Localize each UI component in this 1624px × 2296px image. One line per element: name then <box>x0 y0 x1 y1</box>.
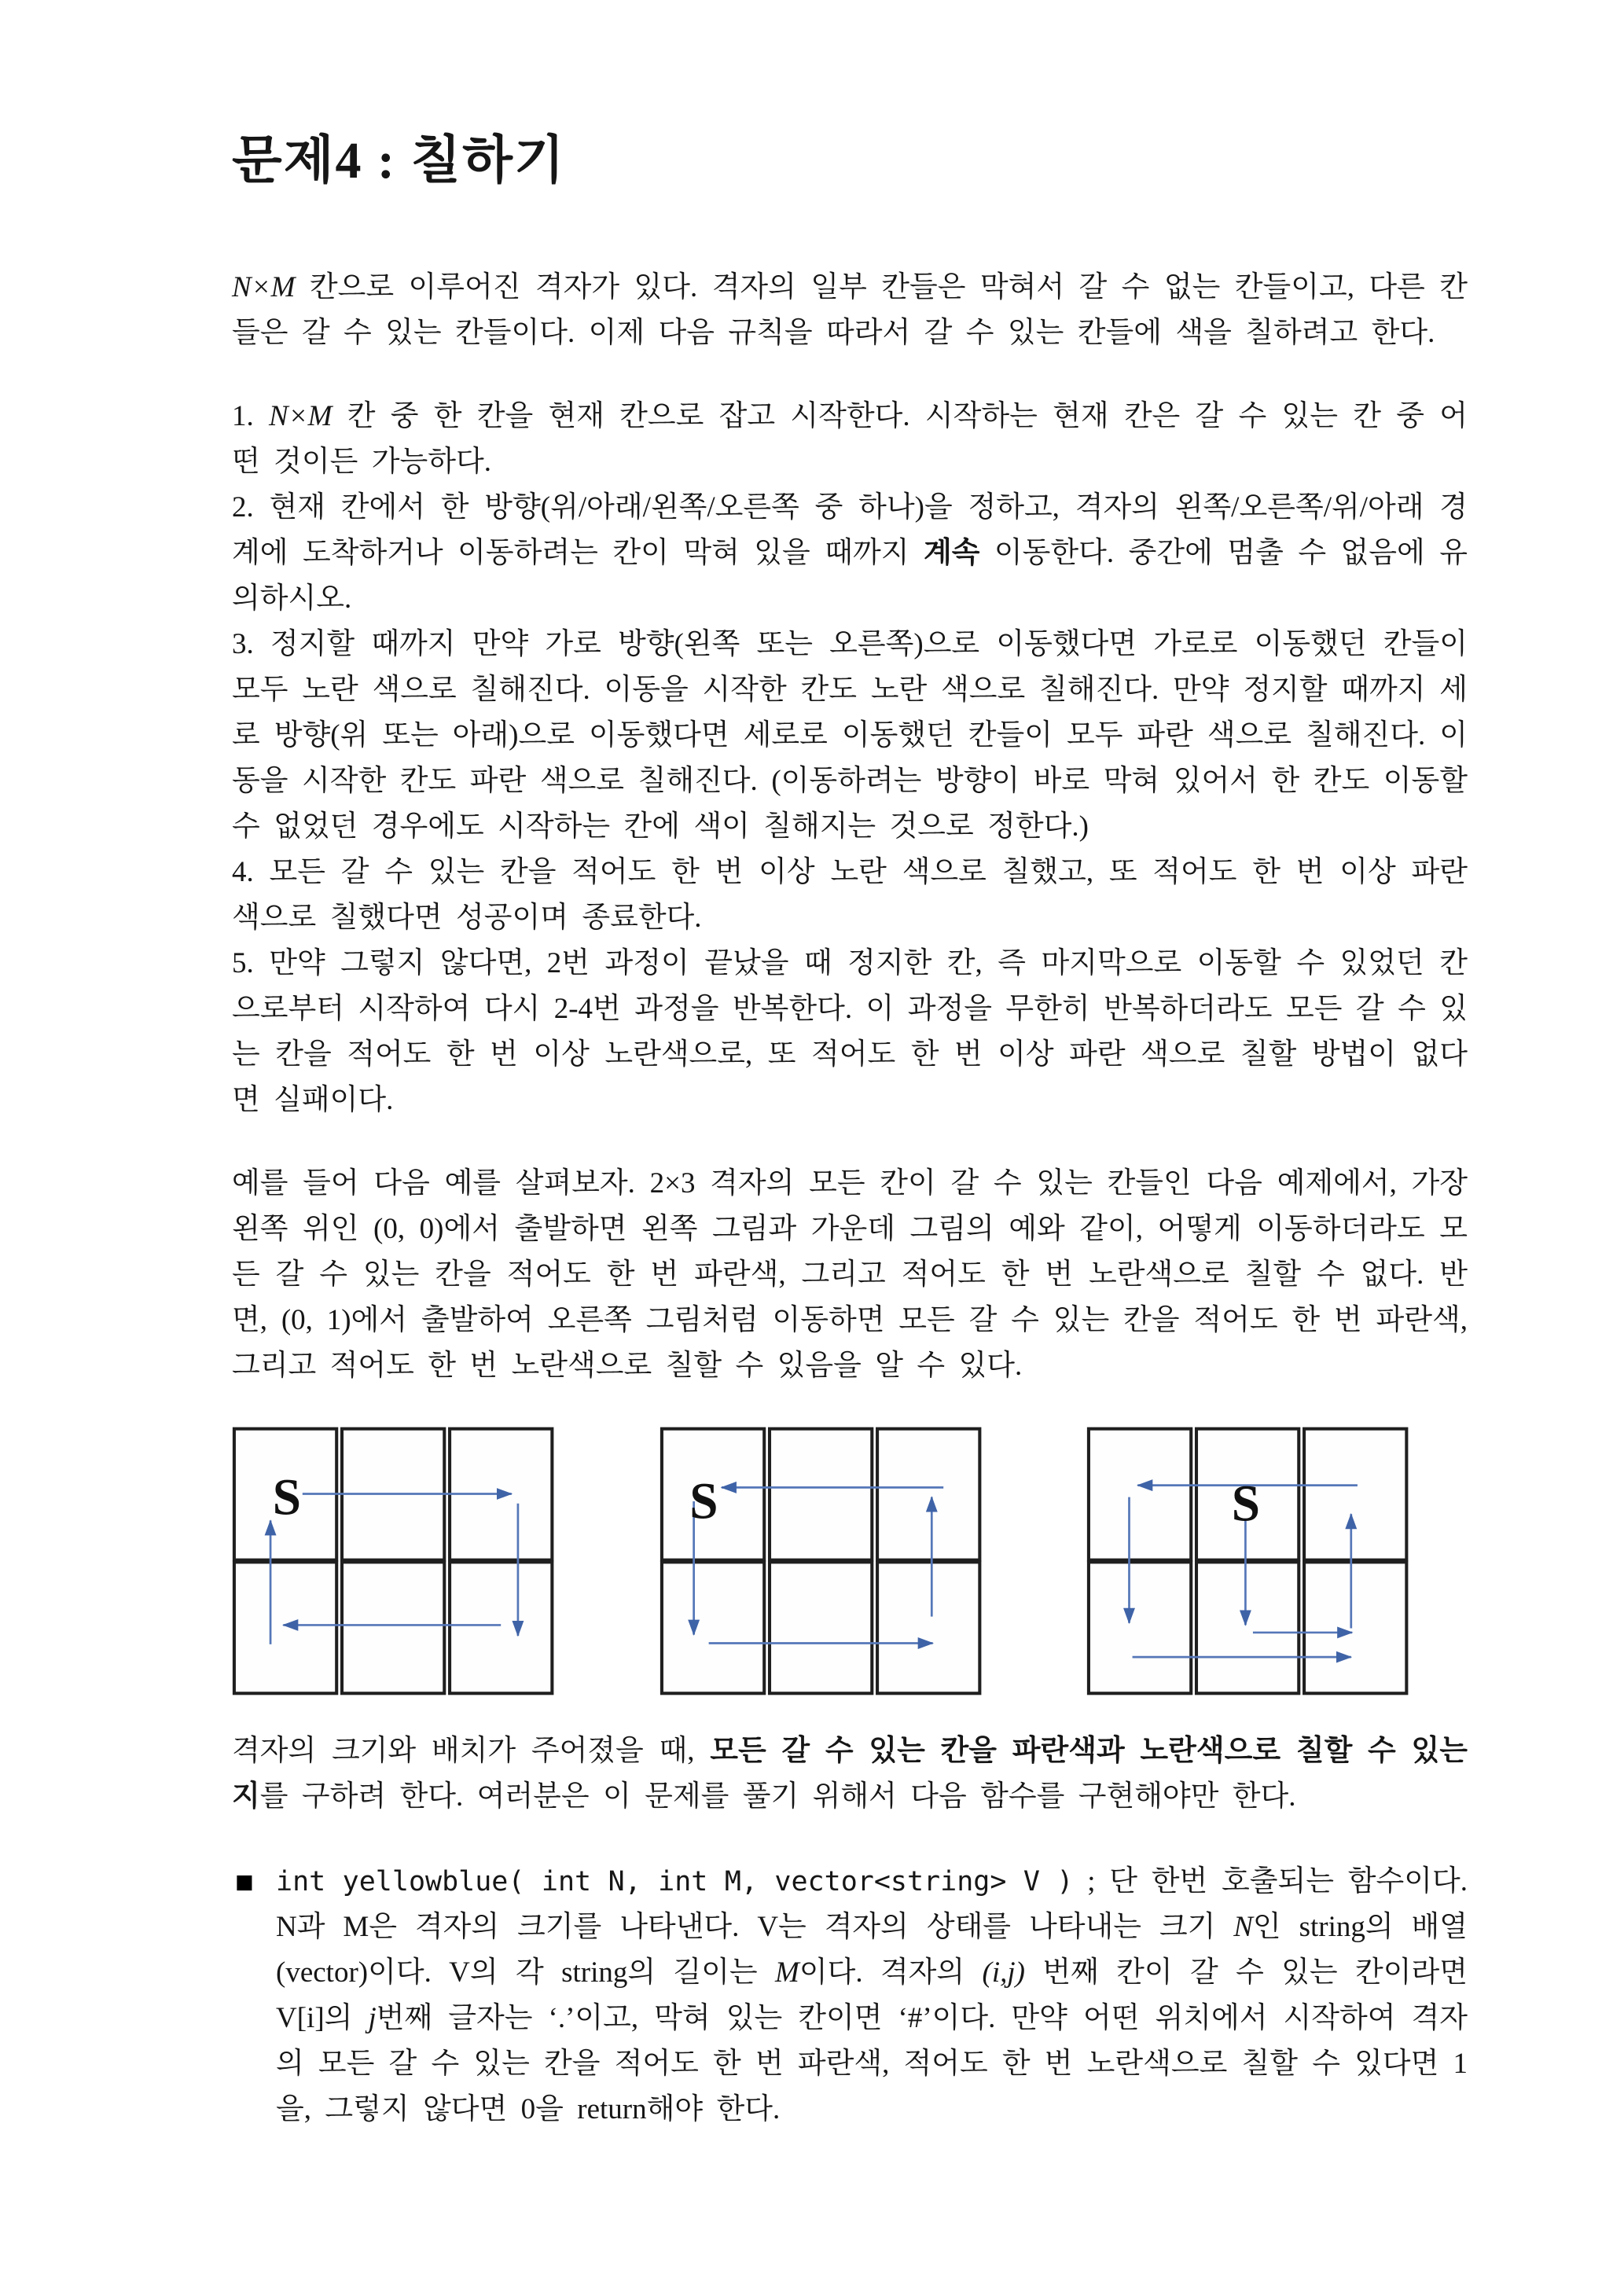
start-cell-label: S <box>689 1473 718 1530</box>
grid-cell <box>770 1562 872 1693</box>
text-segment: 2. 현재 칸에서 한 방향(위/아래/왼쪽/오른쪽 중 하나)을 정하고, 격자의 왼쪽/오른쪽/위/아래 경계에 도착하거나 이동하려는 칸이 막혀 있을 때까지 <box>232 491 1468 569</box>
text-segment: ; 단 한번 호출되는 함수이다. N과 M은 격자의 크기를 나타낸다. V는 격자의 상태를 나타내는 크기 <box>276 1865 1468 1943</box>
question-paragraph <box>232 1728 1468 1820</box>
rules-list <box>232 394 1468 1123</box>
text-segment: 모든 갈 수 있는 칸을 파란색과 노란색으로 칠할 수 있는지 <box>232 1735 1468 1813</box>
problem-document <box>232 118 1468 2133</box>
grid-cell <box>1304 1429 1406 1560</box>
grid-figure-svg <box>232 1427 557 1695</box>
text-segment: 번째 글자는 ‘.’이고, 막혀 있는 칸이면 ‘#’이다. 만약 어떤 위치에서 시작하여 격자의 모든 갈 수 있는 칸을 적어도 한 번 파란색, 적어도 한 번 노란색으로 칠할 수 있다면 1을, 그렇지 않다면 0을 return해야 한다. <box>276 2002 1468 2125</box>
square-bullet-icon: ■ <box>235 1870 254 1893</box>
grid-cell <box>770 1429 872 1560</box>
text-segment: 인 string의 배열(vector)이다. V의 각 string의 길이는 <box>276 1911 1468 1989</box>
text-segment: 를 구하려 한다. 여러분은 이 문제를 풀기 위해서 다음 함수를 구현해야만 한다. <box>259 1780 1296 1813</box>
text-segment: 3. 정지할 때까지 만약 가로 방향(왼쪽 또는 오른쪽)으로 이동했다면 가로로 이동했던 칸들이 모두 노란 색으로 칠해진다. 이동을 시작한 칸도 노란 색으로 칠해진다. 만약 정지할 때까지 세로 방향(위 또는 아래)으로 이동했다면 세로로 이동했던 칸들이 모두 파란 색으로 칠해진다. 이동을 시작한 칸도 파란 색으로 칠해진다. (이동하려는 방향이 바로 막혀 있어서 한 칸도 이동할 수 없었던 경우에도 시작하는 칸에 색이 칠해지는 것으로 정한다.) <box>232 628 1468 843</box>
figure-example-left <box>232 1427 557 1695</box>
grid-cell <box>1196 1562 1299 1693</box>
text-segment: N×M <box>269 400 333 432</box>
text-segment: 이동한다. 중간에 멈출 수 없음에 유의하시오. <box>232 537 1468 615</box>
text-segment: N <box>1233 1911 1253 1943</box>
text-segment: M <box>775 1956 799 1989</box>
text-segment: 번째 칸이 갈 수 있는 칸이라면 V[i]의 <box>276 1956 1468 2034</box>
grid-cell <box>877 1562 979 1693</box>
grid-figure-svg <box>660 1427 984 1695</box>
function-spec-text <box>276 1859 1468 2133</box>
text-segment: 격자의 크기와 배치가 주어졌을 때, <box>232 1735 711 1767</box>
function-signature-code: int yellowblue( int N, int M, vector<string> V ) <box>276 1866 1074 1897</box>
text-segment: j <box>368 2002 377 2034</box>
text-segment: 칸 중 한 칸을 현재 칸으로 잡고 시작한다. 시작하는 현재 칸은 갈 수 있는 칸 중 어떤 것이든 가능하다. <box>232 400 1468 478</box>
grid-cell <box>450 1562 552 1693</box>
example-figures <box>232 1427 1411 1695</box>
text-segment: (i,j) <box>982 1956 1025 1989</box>
rule-item-5 <box>232 941 1468 1123</box>
start-cell-label: S <box>1231 1475 1261 1533</box>
grid-cell <box>342 1562 444 1693</box>
example-paragraph <box>232 1161 1468 1389</box>
text-segment: N×M <box>232 271 296 303</box>
grid-cell <box>877 1429 979 1560</box>
text-segment: 예를 들어 다음 예를 살펴보자. 2×3 격자의 모든 칸이 갈 수 있는 칸들인 다음 예제에서, 가장 왼쪽 위인 (0, 0)에서 출발하면 왼쪽 그림과 가운데 그림의 예와 같이, 어떻게 이동하더라도 모든 갈 수 있는 칸을 적어도 한 번 파란색, 그리고 적어도 한 번 노란색으로 칠할 수 없다. 반면, (0, 1)에서 출발하여 오른쪽 그림처럼 이동하면 모든 갈 수 있는 칸을 적어도 한 번 파란색, 그리고 적어도 한 번 노란색으로 칠할 수 있음을 알 수 있다. <box>232 1167 1468 1382</box>
grid-cell <box>234 1562 336 1693</box>
grid-cell <box>1089 1562 1191 1693</box>
text-segment: 4. 모든 갈 수 있는 칸을 적어도 한 번 이상 노란 색으로 칠했고, 또 적어도 한 번 이상 파란 색으로 칠했다면 성공이며 종료한다. <box>232 856 1468 934</box>
rule-item-1 <box>232 394 1468 485</box>
grid-cell <box>661 1562 763 1693</box>
text-segment: 1. <box>232 400 270 432</box>
page-title: 문제4 : 칠하기 <box>232 132 566 189</box>
text-segment: 이다. 격자의 <box>799 1956 983 1989</box>
figure-example-middle <box>660 1427 984 1695</box>
rule-item-2 <box>232 485 1468 622</box>
intro-paragraph <box>232 265 1468 356</box>
grid-cell <box>1304 1562 1406 1693</box>
text-segment: 계속 <box>923 537 980 569</box>
rule-item-4 <box>232 850 1468 941</box>
figure-example-right <box>1086 1427 1411 1695</box>
rule-item-3 <box>232 622 1468 850</box>
start-cell-label: S <box>272 1469 302 1526</box>
grid-figure-svg <box>1086 1427 1411 1695</box>
text-segment: 5. 만약 그렇지 않다면, 2번 과정이 끝났을 때 정지한 칸, 즉 마지막으로 이동할 수 있었던 칸으로부터 시작하여 다시 2-4번 과정을 반복한다. 이 과정을 무한히 반복하더라도 모든 갈 수 있는 칸을 적어도 한 번 이상 노란색으로, 또 적어도 한 번 이상 파란 색으로 칠할 방법이 없다면 실패이다. <box>232 947 1468 1116</box>
text-segment: 칸으로 이루어진 격자가 있다. 격자의 일부 칸들은 막혀서 갈 수 없는 칸들이고, 다른 칸들은 갈 수 있는 칸들이다. 이제 다음 규칙을 따라서 갈 수 있는 칸들에 색을 칠하려고 한다. <box>232 271 1468 349</box>
grid-cell <box>1089 1429 1191 1560</box>
function-spec-item <box>232 1859 1468 2133</box>
